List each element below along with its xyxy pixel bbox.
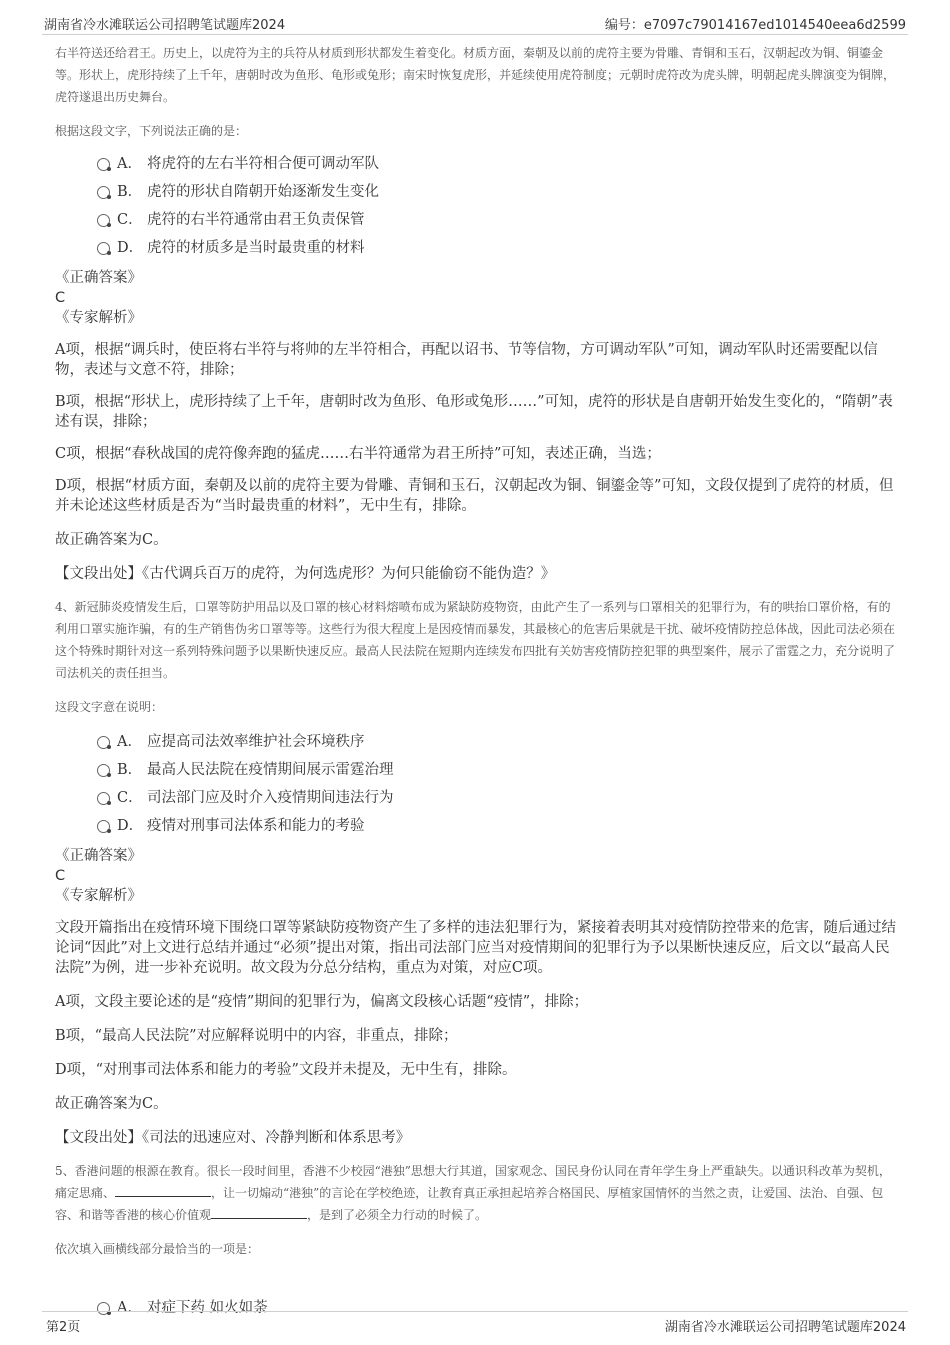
q4-option-b[interactable]: [55, 756, 900, 784]
q4-analysis-main: 文段开篇指出在疫情环境下围绕口罩等紧缺防疫物资产生了多样的违法犯罪行为，紧接着表明其对疫情防控带来的危害，随后通过结论词“因此”对上文进行总结并通过“必须”提出对策，指出司法部门应当对疫情期间的犯罪行为予以果断快速反应，后文以“最高人民法院”为例，进一步补充说明。故文段为分总分结构，重点为对策，对应C项。: [55, 920, 896, 976]
page-content: [55, 42, 900, 1322]
radio-icon[interactable]: [97, 764, 110, 777]
q3-passage-end: 右半符送还给君王。历史上，以虎符为主的兵符从材质到形状都发生着变化。材质方面，秦朝及以前的虎符主要为骨雕、青铜和玉石，汉朝起改为铜、铜鎏金等。形状上，虎形持续了上千年，唐朝时改为鱼形、龟形或兔形；南宋时恢复虎形，并延续使用虎符制度；元朝时虎符改为虎头牌，明朝起虎头牌演变为铜牌，虎符遂退出历史舞台。: [55, 46, 896, 104]
q4-options: [55, 728, 900, 840]
q5-passage-part-3: ，是到了必须全力行动的时候了。: [307, 1208, 488, 1222]
q4-source: 【文段出处】《司法的迅速应对、冷静判断和体系思考》: [55, 1130, 411, 1146]
q4-option-c[interactable]: [55, 784, 900, 812]
option-label: C．: [117, 790, 143, 806]
q3-conclusion: 故正确答案为C。: [55, 532, 168, 548]
q3-options: [55, 150, 900, 262]
q3-answer-value: C: [55, 290, 66, 306]
radio-icon[interactable]: [97, 158, 110, 171]
option-label: A．: [117, 156, 142, 172]
option-label: B．: [117, 184, 143, 200]
radio-icon[interactable]: [97, 820, 110, 833]
q5-passage-part-1: 5、香港问题的根源在教育。很长一段时间里，香港不少校园“港独”思想大行其道，国家观念、国民身份认同在青年学生身上严重缺失。以通识科改革为契机，痛定思痛、: [55, 1164, 891, 1200]
q3-option-c[interactable]: [55, 206, 900, 234]
q4-analysis-d: D项，“对刑事司法体系和能力的考验”文段并未提及，无中生有，排除。: [55, 1062, 517, 1078]
q4-answer-value: C: [55, 868, 66, 884]
page-header: [42, 12, 908, 35]
option-label: A．: [117, 734, 142, 750]
q4-conclusion: 故正确答案为C。: [55, 1096, 168, 1112]
q3-option-a[interactable]: [55, 150, 900, 178]
option-text: 对症下药 如火如荼: [147, 1300, 268, 1316]
radio-icon[interactable]: [97, 186, 110, 199]
q4-option-d[interactable]: [55, 812, 900, 840]
q4-stem: 这段文字意在说明：: [55, 700, 164, 714]
q3-source: 【文段出处】《古代调兵百万的虎符，为何选虎形？为何只能偷窃不能伪造？》: [55, 566, 556, 582]
q4-passage: 4、新冠肺炎疫情发生后，口罩等防护用品以及口罩的核心材料熔喷布成为紧缺防疫物资，由此产生了一系列与口罩相关的犯罪行为，有的哄抬口罩价格，有的利用口罩实施诈骗，有的生产销售伪劣口罩等等。这些行为很大程度上是因疫情而暴发，其最核心的危害后果就是干扰、破坏疫情防控总体战，因此司法必须在这个特殊时期针对这一系列特殊问题予以果断快速反应。最高人民法院在短期内连续发布四批有关妨害疫情防控犯罪的典型案件，展示了雷霆之力，充分说明了司法机关的责任担当。: [55, 600, 896, 680]
fill-blank-1: [115, 1184, 211, 1197]
q3-option-b[interactable]: [55, 178, 900, 206]
option-text: 疫情对刑事司法体系和能力的考验: [147, 818, 365, 834]
option-label: D．: [117, 240, 144, 256]
q4-analysis-title: 《专家解析》: [55, 888, 142, 904]
option-text: 虎符的材质多是当时最贵重的材料: [147, 240, 365, 256]
radio-icon[interactable]: [97, 736, 110, 749]
q3-analysis-a: A项，根据“调兵时，使臣将右半符与将帅的左半符相合，再配以诏书、节等信物，方可调动军队”可知，调动军队时还需要配以信物，表述与文意不符，排除；: [55, 342, 878, 378]
option-label: A．: [117, 1300, 142, 1316]
q3-analysis-title: 《专家解析》: [55, 310, 142, 326]
option-label: D．: [117, 818, 144, 834]
option-text: 最高人民法院在疫情期间展示雷霆治理: [147, 762, 394, 778]
radio-icon[interactable]: [97, 242, 110, 255]
option-text: 司法部门应及时介入疫情期间违法行为: [147, 790, 394, 806]
q4-analysis-a: A项，文段主要论述的是“疫情”期间的犯罪行为，偏离文段核心话题“疫情”，排除；: [55, 994, 589, 1010]
option-label: C．: [117, 212, 143, 228]
q3-analysis-d: D项，根据“材质方面，秦朝及以前的虎符主要为骨雕、青铜和玉石，汉朝起改为铜、铜鎏金等”可知，文段仅提到了虎符的材质，但并未论述这些材质是否为“当时最贵重的材料”，无中生有，排除。: [55, 478, 894, 514]
q5-stem: 依次填入画横线部分最恰当的一项是：: [55, 1242, 260, 1256]
q3-analysis-c: C项，根据“春秋战国的虎符像奔跑的猛虎……右半符通常为君王所持”可知，表述正确，当选；: [55, 446, 661, 462]
q4-analysis-b: B项，“最高人民法院”对应解释说明中的内容，非重点，排除；: [55, 1028, 458, 1044]
option-text: 虎符的右半符通常由君王负责保管: [147, 212, 365, 228]
header-title: 湖南省冷水滩联运公司招聘笔试题库2024: [44, 18, 286, 33]
fill-blank-2: [211, 1206, 307, 1219]
q3-analysis-b: B项，根据“形状上，虎形持续了上千年，唐朝时改为鱼形、龟形或兔形……”可知，虎符的形状是自唐朝开始发生变化的，“隋朝”表述有误，排除；: [55, 394, 893, 430]
option-text: 将虎符的左右半符相合便可调动军队: [147, 156, 379, 172]
option-label: B．: [117, 762, 143, 778]
q3-stem: 根据这段文字，下列说法正确的是：: [55, 124, 248, 138]
q4-option-a[interactable]: [55, 728, 900, 756]
q5-passage-part-2: ，让一切煽动“港独”的言论在学校绝迹，让教育真正承担起培养合格国民、厚植家国情怀的当然之责，让爱国、法治、自强、包容、和谐等香港的核心价值观: [55, 1186, 884, 1222]
page-number: 第2页: [46, 1320, 81, 1335]
q3-option-d[interactable]: [55, 234, 900, 262]
q4-answer-title: 《正确答案》: [55, 848, 142, 864]
q5-passage: [55, 1160, 900, 1226]
option-text: 应提高司法效率维护社会环境秩序: [147, 734, 365, 750]
footer-title: 湖南省冷水滩联运公司招聘笔试题库2024: [664, 1320, 906, 1335]
page-footer: [42, 1311, 908, 1336]
radio-icon[interactable]: [97, 214, 110, 227]
option-text: 虎符的形状自隋朝开始逐渐发生变化: [147, 184, 379, 200]
radio-icon[interactable]: [97, 792, 110, 805]
q3-answer-title: 《正确答案》: [55, 270, 142, 286]
header-doc-id: 编号：e7097c79014167ed1014540eea6d2599: [604, 18, 906, 33]
